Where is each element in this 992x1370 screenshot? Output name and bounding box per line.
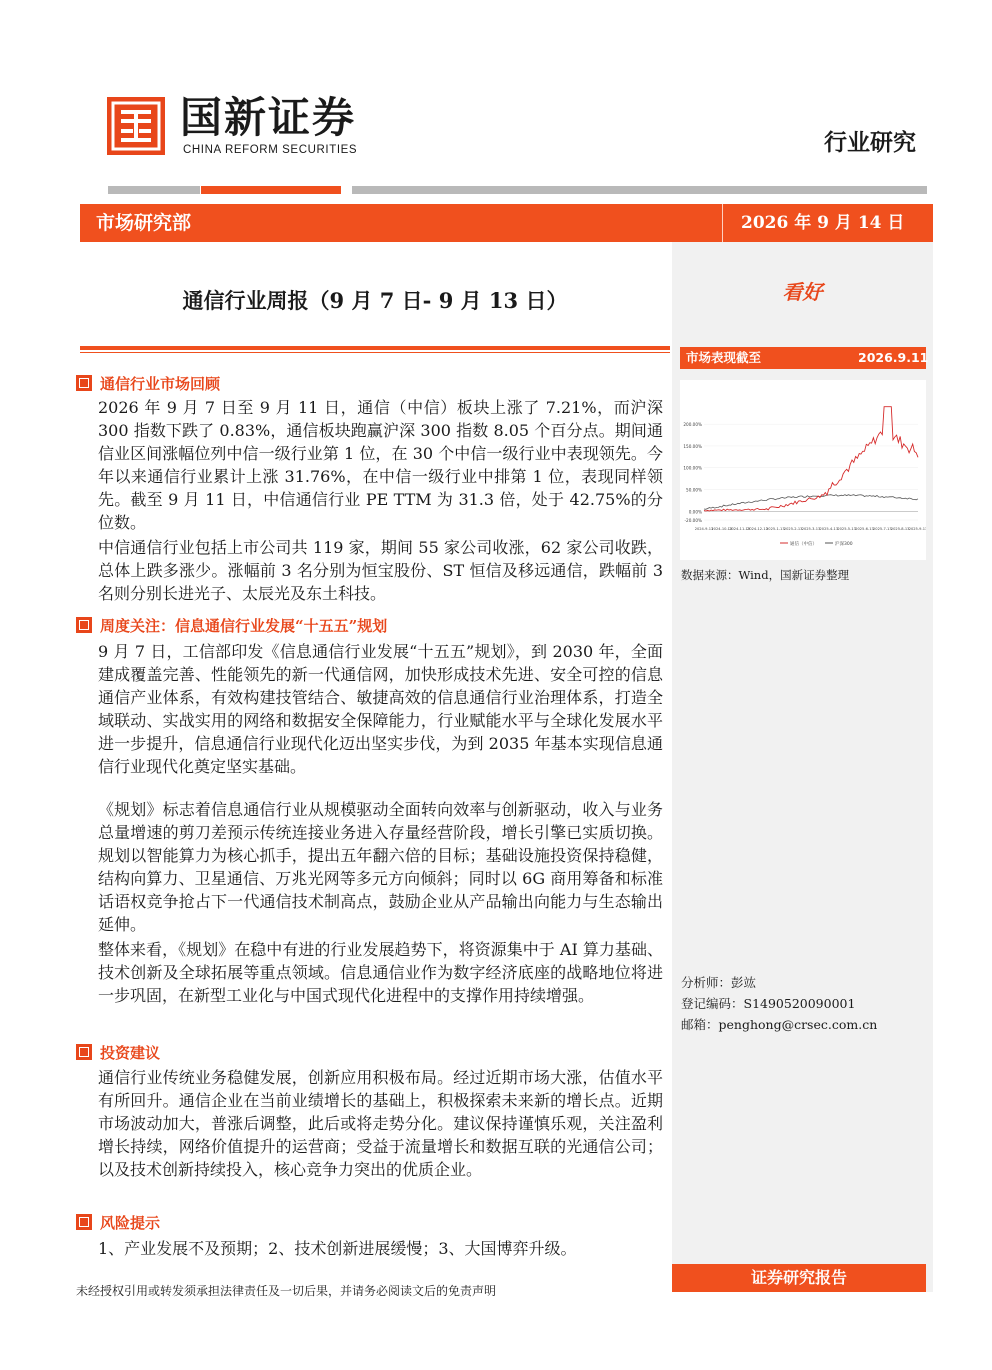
y-tick-label: 100.00%	[683, 465, 702, 471]
section-paragraph: 1、产业发展不及预期；2、技术创新进展缓慢；3、大国博弈升级。	[98, 1239, 577, 1258]
section-paragraph: 2026 年 9 月 7 日至 9 月 11 日，通信（中信）板块上涨了 7.21%，而沪深 300 指数下跌了 0.83%，通信板块跑赢沪深 300 指数 8.05 个百分点。期间通信业区间涨幅位列中信一级行业第 1 位，在 30 个中信一级行业中表现领先。今年以来通信行业累计上涨 31.76%，在中信一级行业中排第 1 位，表现同样领先。截至 9 月 11 日，中信通信行业 PE TTM 为 31.3 倍，处于 42.75%的分位数。	[98, 398, 663, 532]
x-tick-label: 2025-6-13	[855, 527, 874, 531]
y-tick-label: 0.00%	[688, 509, 702, 515]
section-paragraph: 整体来看，《规划》在稳中有进的行业发展趋势下，将资源集中于 AI 算力基础、技术创新及全球拓展等重点领域。信息通信业作为数字经济底座的战略地位将进一步巩固，在新型工业化与中国式现代化进程中的支撑作用持续增强。	[98, 940, 663, 1005]
x-tick-label: 2025-2-13	[783, 527, 803, 531]
x-tick-label: 2024-11-13	[729, 527, 751, 531]
brand-logo-mark	[107, 97, 165, 155]
section-paragraph: 通信行业传统业务稳健发展，创新应用积极布局。经过近期市场大涨，估值水平有所回升。通信企业在当前业绩增长的基础上，积极探索未来新的增长点。近期市场波动加大，普涨后调整，此后或将走势分化。建议保持谨慎乐观，关注盈利增长持续，网络价值提升的运营商；受益于流量增长和数据互联的光通信公司；以及技术创新持续投入，核心竞争力突出的优质企业。	[98, 1068, 663, 1179]
brand-name-en: CHINA REFORM SECURITIES	[183, 144, 358, 156]
market-performance-label: 市场表现截至	[686, 350, 762, 365]
section-heading	[76, 614, 387, 636]
y-tick-label: 150.00%	[683, 443, 702, 449]
section-bullet-icon	[76, 1214, 92, 1230]
section-title: 周度关注：信息通信行业发展“十五五”规划	[100, 616, 388, 635]
x-tick-label: 2024-12-13	[747, 527, 768, 531]
chart-source: 数据来源：Wind，国新证券整理	[681, 568, 850, 582]
x-tick-label: 2025-3-13	[801, 527, 821, 531]
x-tick-label: 2025-4-13	[819, 527, 839, 531]
section-heading	[76, 372, 220, 394]
report-date: 2026 年 9 月 14 日	[741, 213, 905, 233]
market-chart	[680, 380, 926, 560]
section-title: 投资建议	[100, 1043, 161, 1062]
header-rule-gray-right	[352, 186, 927, 194]
section-bullet-icon	[76, 375, 92, 391]
header-rule-gray-left	[108, 186, 200, 194]
footer-disclaimer: 未经授权引用或转发须承担法律责任及一切后果，并请务必阅读文后的免责声明	[76, 1284, 497, 1298]
x-tick-label: 2025-8-13	[890, 527, 910, 531]
report-title: 通信行业周报（9 月 7 日- 9 月 13 日）	[182, 288, 568, 313]
x-tick-label: 2025-1-13	[766, 527, 785, 531]
x-tick-label: 2025-5-13	[837, 527, 856, 531]
title-rule-thick	[80, 346, 670, 350]
department-label: 市场研究部	[96, 212, 192, 234]
section-title: 通信行业市场回顾	[100, 374, 221, 393]
y-tick-label: -20.00%	[684, 518, 702, 523]
analyst-name: 分析师：彭竑	[681, 975, 757, 990]
legend-label: 沪深300	[835, 542, 853, 547]
section-heading	[76, 1211, 160, 1233]
legend-label: 通信（中信）	[790, 542, 817, 547]
x-tick-label: 2025-7-13	[873, 527, 892, 531]
header-rule-orange	[201, 186, 341, 194]
report-label: 证券研究报告	[750, 1268, 847, 1287]
brand-name-cn: 国新证券	[180, 93, 357, 142]
market-performance-date: 2026.9.11	[858, 350, 929, 365]
section-bullet-icon	[76, 617, 92, 633]
x-tick-label: 2025-9-13	[908, 527, 926, 531]
rating-label: 看好	[782, 280, 823, 304]
section-heading	[76, 1041, 160, 1063]
analyst-reg-no: 登记编码：S1490520090001	[681, 996, 856, 1011]
section-bullet-icon	[76, 1044, 92, 1060]
section-paragraph: 《规划》标志着信息通信行业从规模驱动全面转向效率与创新驱动，收入与业务总量增速的剪刀差预示传统连接业务进入存量经营阶段，增长引擎已实质切换。规划以智能算力为核心抓手，提出五年翻六倍的目标；基础设施投资保持稳健，结构向算力、卫星通信、万兆光网等多元方向倾斜；同时以 6G 商用筹备和标准话语权竞争抢占下一代通信技术制高点，鼓励企业从产品输出向能力与生态输出延伸。	[98, 800, 663, 934]
section-paragraph: 中信通信行业包括上市公司共 119 家，期间 55 家公司收涨，62 家公司收跌，总体上跌多涨少。涨幅前 3 名分别为恒宝股份、ST 恒信及移远通信，跌幅前 3 名则分别长进光子、太辰光及东土科技。	[98, 538, 663, 603]
series-line-hs300	[704, 495, 918, 510]
brand-logo-icon	[107, 97, 165, 155]
band-divider	[722, 204, 723, 242]
section-title: 风险提示	[100, 1213, 161, 1232]
y-tick-label: 50.00%	[686, 487, 702, 493]
y-tick-label: 200.00%	[683, 422, 702, 428]
document-type: 行业研究	[824, 129, 916, 156]
title-rule-thin	[80, 352, 670, 353]
section-paragraph: 9 月 7 日，工信部印发《信息通信行业发展“十五五”规划》，到 2030 年，全面建成覆盖完善、性能领先的新一代通信网，加快形成技术先进、安全可控的信息通信产业体系，有效构建技管结合、敏捷高效的信息通信行业治理体系，打造全域联动、实战实用的网络和数据安全保障能力，行业赋能水平与全球化发展水平进一步提升，信息通信行业现代化迈出坚实步伐，为到 2035 年基本实现信息通信行业现代化奠定坚实基础。	[98, 642, 663, 776]
x-tick-label: 2024-10-13	[711, 527, 733, 531]
market-chart-svg	[680, 380, 926, 560]
series-line-telecom	[704, 407, 918, 511]
analyst-email: 邮箱：penghong@crsec.com.cn	[681, 1017, 878, 1032]
x-tick-label: 2024-9-13	[694, 527, 714, 531]
